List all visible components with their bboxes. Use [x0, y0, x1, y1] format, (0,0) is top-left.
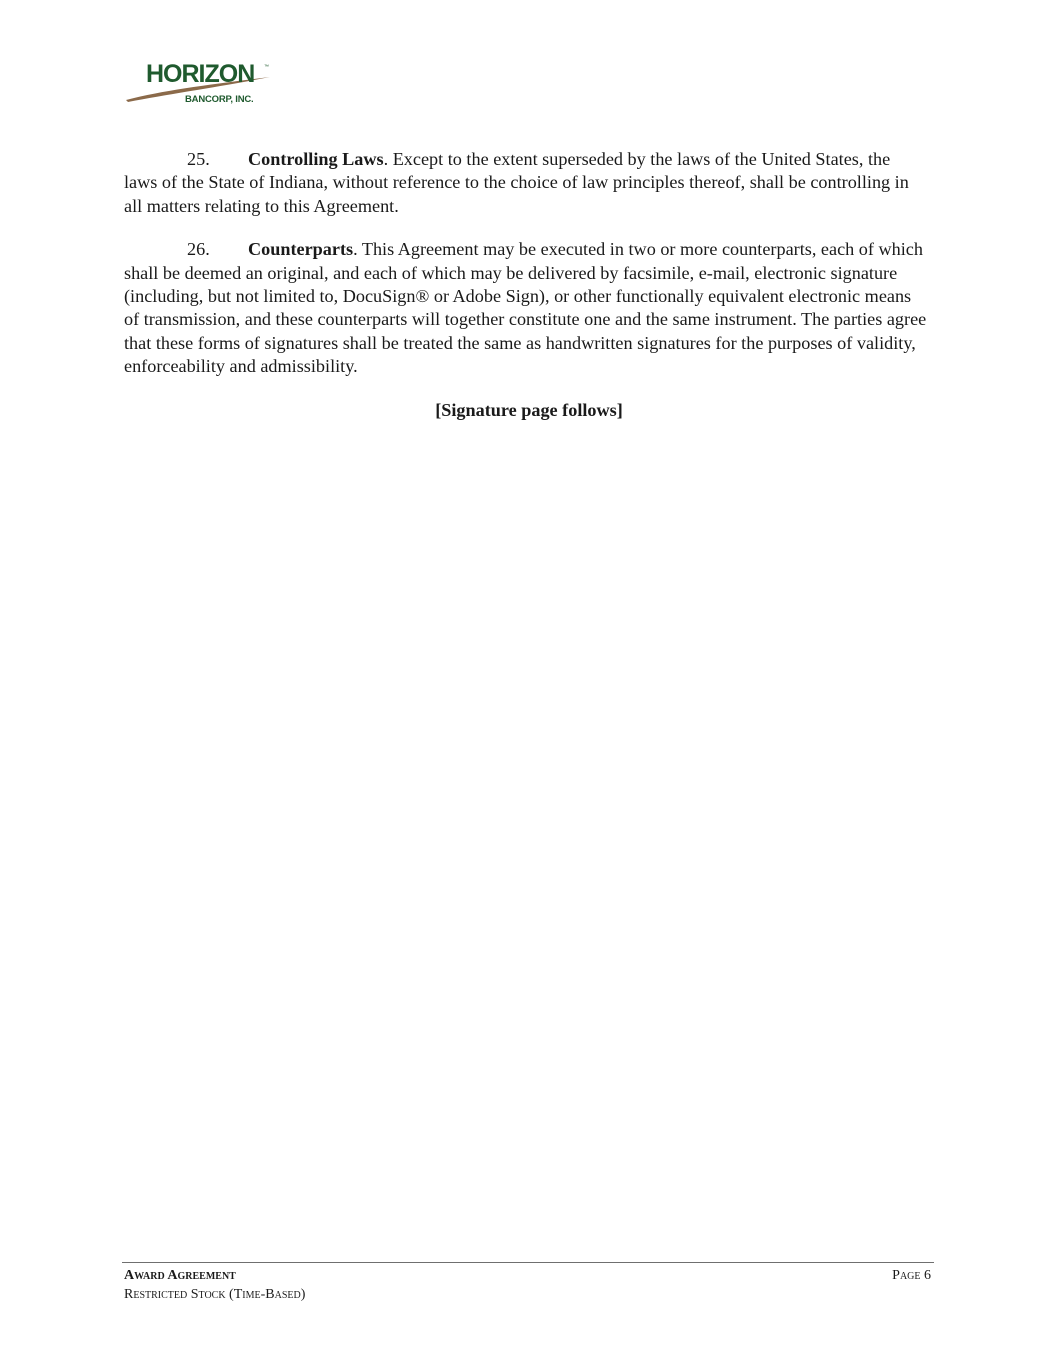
- signature-page-note: [Signature page follows]: [435, 399, 623, 420]
- section-number: 26.: [187, 239, 210, 260]
- section-title: Counterparts: [248, 239, 354, 260]
- company-logo: [124, 62, 274, 112]
- logo-subtitle: BANCORP, INC.: [185, 94, 254, 105]
- section-26: [124, 238, 928, 378]
- section-25: [124, 148, 928, 218]
- footer-document-title: [124, 1266, 305, 1304]
- section-number: 25.: [187, 149, 210, 169]
- footer-subtitle: Restricted Stock (Time-Based): [124, 1287, 306, 1302]
- footer-title: Award Agreement: [124, 1268, 236, 1283]
- section-text: . Except to the extent superseded by the laws of the United States, the laws of the State of Indiana, without reference to the choice of law principles thereof, shall be controlling in all matters relating to this Agreement.: [124, 149, 909, 216]
- document-body: [124, 148, 928, 422]
- section-title: Controlling Laws: [248, 149, 384, 169]
- section-text: . This Agreement may be executed in two or more counterparts, each of which shall be deemed an original, and each of which may be delivered by facsimile, e-mail, electronic signature (including, but not limited to, DocuSign® or Adobe Sign), or other functionally equivalent electronic means of transmission, and these counterparts will together constitute one and the same instrument. The parties agree that these forms of signatures shall be treated the same as handwritten signatures for the purposes of validity, enforceability and admissibility.: [124, 239, 927, 377]
- footer-divider: [122, 1262, 934, 1263]
- logo-trademark: ™: [264, 64, 269, 70]
- logo-wordmark: HORIZON: [146, 60, 255, 88]
- page-number: Page 6: [892, 1268, 931, 1283]
